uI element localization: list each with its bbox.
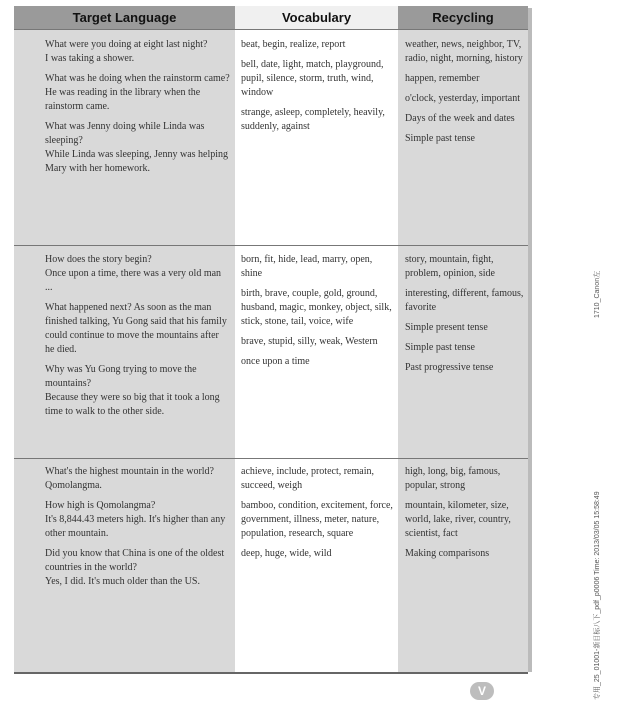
vocab-line: birth, brave, couple, gold, ground, husband, magic, monkey, object, silk, stick, stone, tail, voice, wife bbox=[241, 288, 392, 327]
target-line: What were you doing at eight last night? bbox=[45, 39, 208, 50]
row3-vocab-cell bbox=[241, 465, 393, 567]
recycling-line: Days of the week and dates bbox=[405, 113, 515, 124]
row1-target-cell bbox=[45, 38, 230, 182]
row3-target-cell bbox=[45, 465, 230, 595]
target-line: I was taking a shower. bbox=[45, 53, 135, 64]
page-number-badge: V bbox=[470, 682, 494, 700]
recycling-line: mountain, kilometer, size, world, lake, river, country, scientist, fact bbox=[405, 500, 511, 539]
target-line: What happened next? As soon as the man finished talking, Yu Gong said that his family could continue to move the mountains after he died. bbox=[45, 302, 227, 355]
target-line: Once upon a time, there was a very old man ... bbox=[45, 268, 222, 293]
vocab-line: bamboo, condition, excitement, force, government, illness, meter, nature, population, research, square bbox=[241, 500, 393, 539]
row2-vocab-cell bbox=[241, 253, 393, 375]
recycling-line: Simple past tense bbox=[405, 133, 475, 144]
page-shadow bbox=[528, 8, 532, 672]
target-line: How does the story begin? bbox=[45, 254, 152, 265]
row-divider bbox=[14, 458, 528, 459]
target-line: Because they were so big that it took a long time to walk to the other side. bbox=[45, 392, 220, 417]
recycling-line: Simple present tense bbox=[405, 322, 488, 333]
vocab-line: bell, date, light, match, playground, pupil, silence, storm, truth, wind, window bbox=[241, 59, 384, 98]
row-divider bbox=[14, 245, 528, 246]
recycling-line: weather, news, neighbor, TV, radio, night, morning, history bbox=[405, 39, 523, 64]
target-line: Qomolangma. bbox=[45, 480, 102, 491]
vocab-line: beat, begin, realize, report bbox=[241, 39, 346, 50]
vocab-line: deep, huge, wide, wild bbox=[241, 548, 332, 559]
target-line: Why was Yu Gong trying to move the mountains? bbox=[45, 364, 197, 389]
row2-target-cell bbox=[45, 253, 230, 425]
vocab-line: once upon a time bbox=[241, 356, 310, 367]
vocab-line: brave, stupid, silly, weak, Western bbox=[241, 336, 378, 347]
vocab-line: strange, asleep, completely, heavily, suddenly, against bbox=[241, 107, 385, 132]
header-vocabulary: Vocabulary bbox=[235, 6, 398, 29]
vocab-line: achieve, include, protect, remain, succeed, weigh bbox=[241, 466, 374, 491]
target-line: What's the highest mountain in the world? bbox=[45, 466, 214, 477]
row1-vocab-cell bbox=[241, 38, 393, 140]
recycling-line: Making comparisons bbox=[405, 548, 490, 559]
row2-recycling-cell bbox=[405, 253, 525, 381]
table-bottom-rule bbox=[14, 672, 528, 674]
target-line: He was reading in the library when the rainstorm came. bbox=[45, 87, 201, 112]
recycling-line: Simple past tense bbox=[405, 342, 475, 353]
vocab-line: born, fit, hide, lead, marry, open, shine bbox=[241, 254, 373, 279]
recycling-line: o'clock, yesterday, important bbox=[405, 93, 521, 104]
target-line: Did you know that China is one of the oldest countries in the world? bbox=[45, 548, 225, 573]
recycling-line: story, mountain, fight, problem, opinion, side bbox=[405, 254, 495, 279]
recycling-line: interesting, different, famous, favorite bbox=[405, 288, 524, 313]
printer-side-note: 1710_Canon左 bbox=[594, 270, 601, 318]
target-line: How high is Qomolangma? bbox=[45, 500, 156, 511]
recycling-line: Past progressive tense bbox=[405, 362, 494, 373]
target-line: What was Jenny doing while Linda was sleeping? bbox=[45, 121, 205, 146]
target-line: What was he doing when the rainstorm came? bbox=[45, 73, 230, 84]
target-line: Yes, I did. It's much older than the US. bbox=[45, 576, 200, 587]
row1-recycling-cell bbox=[405, 38, 525, 152]
row-divider bbox=[14, 29, 528, 30]
file-info-side-note: 专用_25_01001-新目标八下_pdf_p0006 Time: 2013/03/05 15:58:49 bbox=[594, 491, 601, 700]
header-target-language: Target Language bbox=[14, 6, 235, 29]
target-line: It's 8,844.43 meters high. It's higher than any other mountain. bbox=[45, 514, 226, 539]
target-line: While Linda was sleeping, Jenny was helping Mary with her homework. bbox=[45, 149, 229, 174]
row3-recycling-cell bbox=[405, 465, 525, 567]
header-recycling: Recycling bbox=[398, 6, 528, 29]
recycling-line: high, long, big, famous, popular, strong bbox=[405, 466, 501, 491]
recycling-line: happen, remember bbox=[405, 73, 480, 84]
